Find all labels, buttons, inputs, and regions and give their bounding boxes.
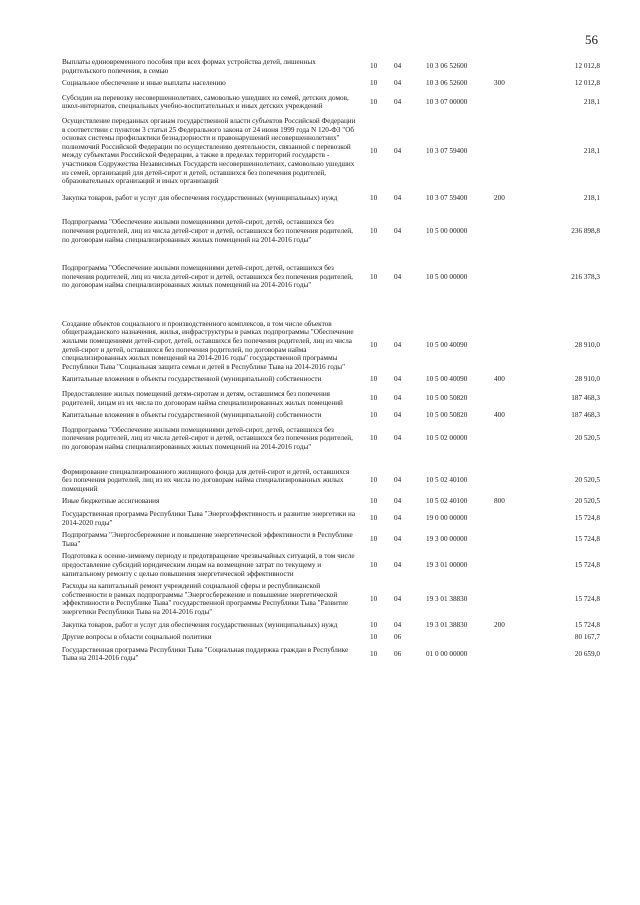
- row-section-code: 10: [370, 272, 378, 281]
- table-row: [62, 531, 600, 548]
- row-subsection-code: 04: [394, 620, 402, 629]
- row-subsection-code: 04: [394, 434, 402, 443]
- table-row: [62, 646, 600, 663]
- row-section-code: 10: [370, 633, 378, 642]
- row-expense-type-code: 200: [494, 620, 505, 629]
- table-row: [62, 426, 600, 452]
- row-subsection-code: 04: [394, 341, 402, 350]
- row-amount: 12 012,8: [574, 79, 600, 88]
- row-subsection-code: 04: [394, 193, 402, 202]
- row-amount: 15 724,8: [574, 620, 600, 629]
- row-section-code: 10: [370, 497, 378, 506]
- row-description: Закупка товаров, работ и услуг для обеспечения государственных (муниципальных) нужд: [62, 193, 338, 202]
- table-row: [62, 621, 600, 630]
- table-row: [62, 411, 600, 420]
- row-subsection-code: 04: [394, 476, 402, 485]
- row-subsection-code: 06: [394, 633, 402, 642]
- row-section-code: 10: [370, 620, 378, 629]
- row-amount: 28 910,0: [574, 341, 600, 350]
- row-target-article-code: 10 3 06 52600: [426, 79, 468, 88]
- table-row: [62, 117, 600, 186]
- row-target-article-code: 10 5 00 40090: [426, 341, 468, 350]
- table-row: [62, 375, 600, 384]
- row-target-article-code: 19 3 01 38830: [426, 595, 468, 604]
- row-subsection-code: 04: [394, 514, 402, 523]
- row-description: Создание объектов социального и производственного комплексов, в том числе объектов общегражданского назначения, жилья, инфраструктуры в рамках подпрограммы "Обеспечение жилыми помещениями детей-сирот, детей, оставшихся без попечения родителей, лиц из числа детей-сирот и детей, оставшихся без попечения родителей, по договорам найма специализированных жилых помещений на 2014-2016 годы" государственной программы Республики Тыва "Социальная защита семьи и детей в Республике Тыва на 2014-2016 годы": [62, 319, 354, 371]
- row-subsection-code: 04: [394, 98, 402, 107]
- row-target-article-code: 19 3 01 00000: [426, 560, 468, 569]
- row-target-article-code: 10 3 06 52600: [426, 62, 468, 71]
- row-amount: 236 898,8: [571, 226, 600, 235]
- row-subsection-code: 04: [394, 375, 402, 384]
- row-subsection-code: 04: [394, 595, 402, 604]
- row-section-code: 10: [370, 226, 378, 235]
- row-section-code: 10: [370, 411, 378, 420]
- row-description: Подпрограмма "Обеспечение жилыми помещениями детей-сирот, детей, оставшихся без попечения родителей, лиц из числа детей-сирот и детей, оставшихся без попечения родителей, по договорам найма специализированных жилых помещений на 2014-2016 годы": [62, 264, 353, 290]
- row-section-code: 10: [370, 375, 378, 384]
- row-target-article-code: 19 0 00 00000: [426, 514, 468, 523]
- row-section-code: 10: [370, 434, 378, 443]
- row-amount: 218,1: [583, 193, 600, 202]
- row-description: Государственная программа Республики Тыва "Социальная поддержка граждан в Республике Тыва на 2014-2016 годы": [62, 645, 349, 663]
- row-expense-type-code: 200: [494, 193, 505, 202]
- table-row: [62, 468, 600, 494]
- table-row: [62, 264, 600, 290]
- row-section-code: 10: [370, 341, 378, 350]
- table-row: [62, 633, 600, 642]
- row-subsection-code: 04: [394, 62, 402, 71]
- row-expense-type-code: 800: [494, 497, 505, 506]
- page-number: 56: [585, 32, 598, 47]
- row-target-article-code: 10 5 00 00000: [426, 272, 468, 281]
- row-description: Подпрограмма "Энергосбережение и повышение энергетической эффективности в Республике Тыва": [62, 531, 353, 548]
- row-description: Капитальные вложения в объекты государственной (муниципальной) собственности: [62, 375, 322, 384]
- row-amount: 216 378,3: [571, 272, 600, 281]
- row-description: Предоставление жилых помещений детям-сиротам и детям, оставшимся без попечения родителей, лицам из их числа по договорам найма специализированных жилых помещений: [62, 390, 343, 407]
- row-description: Иные бюджетные ассигнования: [62, 497, 160, 506]
- row-description: Закупка товаров, работ и услуг для обеспечения государственных (муниципальных) нужд: [62, 620, 338, 629]
- row-amount: 187 468,3: [571, 411, 600, 420]
- row-section-code: 10: [370, 394, 378, 403]
- row-amount: 12 012,8: [574, 62, 600, 71]
- row-subsection-code: 04: [394, 535, 402, 544]
- table-row: [62, 510, 600, 527]
- budget-table: [62, 58, 600, 663]
- row-amount: 20 520,5: [574, 476, 600, 485]
- table-row: [62, 582, 600, 616]
- row-description: Осуществление переданных органам государственной власти субъектов Российской Федерации в соответствии с пунктом 3 статьи 25 Федерального закона от 24 июня 1999 года N 120-ФЗ "Об основах системы профилактики безнадзорности и правонарушений несовершеннолетних" полномочий Российской Федерации по осуществлению деятельности, связанной с перевозкой между субъектами Российской Федерации, а также в пределах территорий государств - участников Содружества Независимых Государств несовершеннолетних, самовольно ушедших из семей, организаций для детей-сирот и детей, оставшихся без попечения родителей, образовательных организаций и иных организаций: [62, 116, 356, 186]
- row-subsection-code: 04: [394, 411, 402, 420]
- row-expense-type-code: 400: [494, 411, 505, 420]
- row-section-code: 10: [370, 98, 378, 107]
- table-row: [62, 320, 600, 372]
- row-target-article-code: 19 3 00 00000: [426, 535, 468, 544]
- row-subsection-code: 04: [394, 226, 402, 235]
- row-section-code: 10: [370, 79, 378, 88]
- row-target-article-code: 10 5 02 00000: [426, 434, 468, 443]
- table-row: [62, 79, 600, 88]
- row-target-article-code: 10 5 00 00000: [426, 226, 468, 235]
- row-description: Социальное обеспечение и иные выплаты населению: [62, 79, 226, 88]
- row-target-article-code: 10 5 02 40100: [426, 476, 468, 485]
- table-row: [62, 94, 600, 111]
- row-description: Государственная программа Республики Тыва "Энергоэффективность и развитие энергетики на 2014-2020 годы": [62, 509, 356, 527]
- row-description: Выплаты единовременного пособия при всех формах устройства детей, лишенных родительского попечения, в семью: [62, 58, 316, 75]
- row-amount: 28 910,0: [574, 375, 600, 384]
- row-target-article-code: 01 0 00 00000: [426, 649, 468, 658]
- row-target-article-code: 10 3 07 59400: [426, 147, 468, 156]
- row-target-article-code: 10 5 00 50820: [426, 394, 468, 403]
- row-description: Капитальные вложения в объекты государственной (муниципальной) собственности: [62, 411, 322, 420]
- row-amount: 20 520,5: [574, 497, 600, 506]
- row-expense-type-code: 400: [494, 375, 505, 384]
- row-subsection-code: 06: [394, 649, 402, 658]
- row-amount: 20 520,5: [574, 434, 600, 443]
- row-amount: 187 468,3: [571, 394, 600, 403]
- row-amount: 20 659,0: [574, 649, 600, 658]
- row-section-code: 10: [370, 193, 378, 202]
- row-section-code: 10: [370, 62, 378, 71]
- row-description: Формирование специализированного жилищного фонда для детей-сирот и детей, оставшихся без попечения родителей, лиц из их числа по договорам найма специализированных жилых помещений: [62, 467, 350, 493]
- row-target-article-code: 10 3 07 59400: [426, 193, 468, 202]
- table-row: [62, 194, 600, 203]
- row-subsection-code: 04: [394, 497, 402, 506]
- row-subsection-code: 04: [394, 560, 402, 569]
- row-amount: 15 724,8: [574, 514, 600, 523]
- row-subsection-code: 04: [394, 272, 402, 281]
- table-row: [62, 58, 600, 75]
- row-target-article-code: 19 3 01 38830: [426, 620, 468, 629]
- row-section-code: 10: [370, 476, 378, 485]
- row-description: Подготовка к осенне-зимнему периоду и предотвращение чрезвычайных ситуаций, в том числе предоставление субсидий юридическим лицам на возмещение затрат по текущему и капитальному ремонту с целью повышения энергетической эффективности: [62, 552, 355, 578]
- row-description: Другие вопросы в области социальной политики: [62, 633, 212, 642]
- row-subsection-code: 04: [394, 147, 402, 156]
- row-amount: 15 724,8: [574, 595, 600, 604]
- table-row: [62, 390, 600, 407]
- row-description: Субсидии на перевозку несовершеннолетних, самовольно ушедших из семей, детских домов, школ-интернатов, специальных учебно-воспитательных и иных детских учреждений: [62, 93, 349, 111]
- row-description: Подпрограмма "Обеспечение жилыми помещениями детей-сирот, детей, оставшихся без попечения родителей, лиц из числа детей-сирот и детей, оставшихся без попечения родителей, по договорам найма специализированных жилых помещений на 2014-2016 годы": [62, 218, 353, 244]
- row-target-article-code: 10 5 00 50820: [426, 411, 468, 420]
- row-section-code: 10: [370, 649, 378, 658]
- row-amount: 15 724,8: [574, 560, 600, 569]
- row-amount: 15 724,8: [574, 535, 600, 544]
- row-section-code: 10: [370, 560, 378, 569]
- row-target-article-code: 10 5 00 40090: [426, 375, 468, 384]
- row-amount: 80 167,7: [574, 633, 600, 642]
- row-target-article-code: 10 5 02 40100: [426, 497, 468, 506]
- row-amount: 218,1: [583, 147, 600, 156]
- row-section-code: 10: [370, 535, 378, 544]
- row-amount: 218,1: [583, 98, 600, 107]
- table-row: [62, 497, 600, 506]
- row-subsection-code: 04: [394, 79, 402, 88]
- row-target-article-code: 10 3 07 00000: [426, 98, 468, 107]
- table-row: [62, 218, 600, 244]
- row-section-code: 10: [370, 147, 378, 156]
- row-expense-type-code: 300: [494, 79, 505, 88]
- table-row: [62, 552, 600, 578]
- row-subsection-code: 04: [394, 394, 402, 403]
- row-description: Подпрограмма "Обеспечение жилыми помещениями детей-сирот, детей, оставшихся без попечения родителей, лиц из числа детей-сирот и детей, оставшихся без попечения родителей, по договорам найма специализированных жилых помещений на 2014-2016 годы": [62, 425, 353, 451]
- row-section-code: 10: [370, 514, 378, 523]
- row-section-code: 10: [370, 595, 378, 604]
- row-description: Расходы на капитальный ремонт учреждений социальной сферы и республиканской собственности в рамках подпрограммы "Энергосбережение и повышение энергетической эффективности в Республике Тыва" государственной программы Республики Тыва "Развитие энергетики Республики Тыва на 2014-2016 годы": [62, 582, 349, 616]
